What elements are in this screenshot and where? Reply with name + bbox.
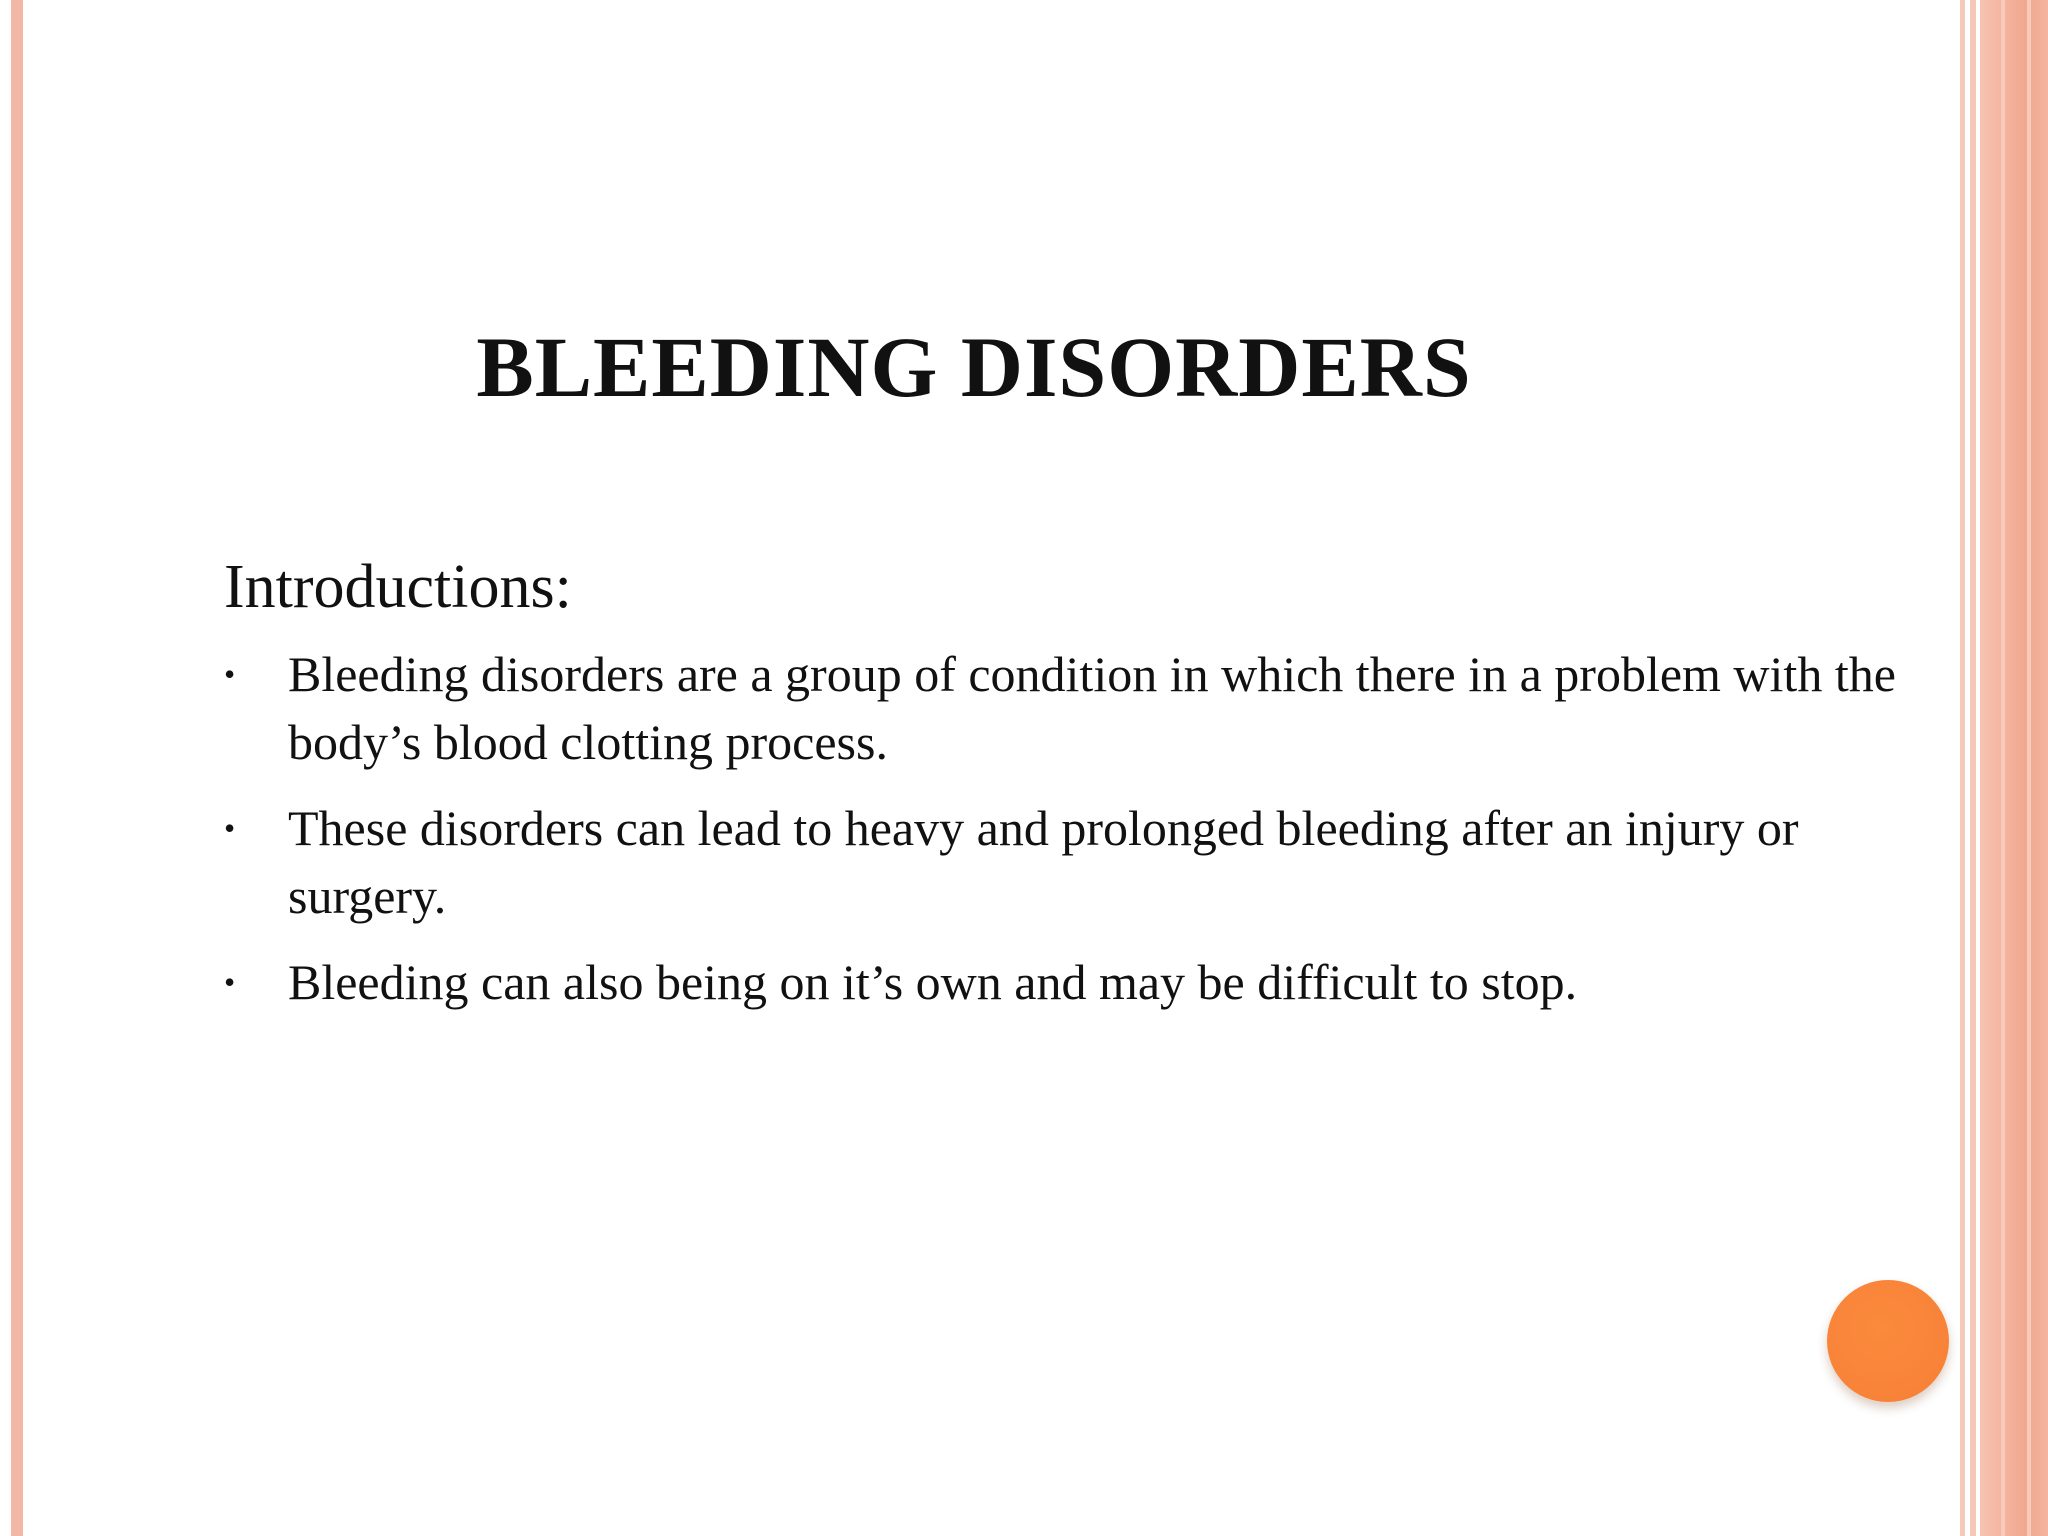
bullet-item <box>224 794 1924 930</box>
bullet-icon: • <box>224 810 236 846</box>
left-border-stripe <box>11 0 23 1536</box>
bullet-list <box>224 640 1924 1034</box>
right-border-stripe <box>1970 0 1976 1536</box>
bullet-icon: • <box>224 656 236 692</box>
bullet-text: Bleeding can also being on it’s own and may be difficult to stop. <box>288 954 1578 1010</box>
slide-title: BLEEDING DISORDERS <box>476 319 1472 415</box>
bullet-text: These disorders can lead to heavy and prolonged bleeding after an injury or surgery. <box>288 800 1799 924</box>
intro-heading: Introductions: <box>224 553 572 621</box>
right-border-band <box>1980 0 2048 1536</box>
bullet-item <box>224 948 1924 1016</box>
bullet-item <box>224 640 1924 776</box>
right-border-stripe <box>2027 0 2031 1536</box>
bullet-text: Bleeding disorders are a group of condition in which there in a problem with the body’s blood clotting process. <box>288 646 1896 770</box>
bullet-icon: • <box>224 964 236 1000</box>
right-border-stripe <box>1960 0 1965 1536</box>
right-border-stripe <box>2001 0 2005 1536</box>
decorative-circle-icon <box>1827 1280 1949 1402</box>
